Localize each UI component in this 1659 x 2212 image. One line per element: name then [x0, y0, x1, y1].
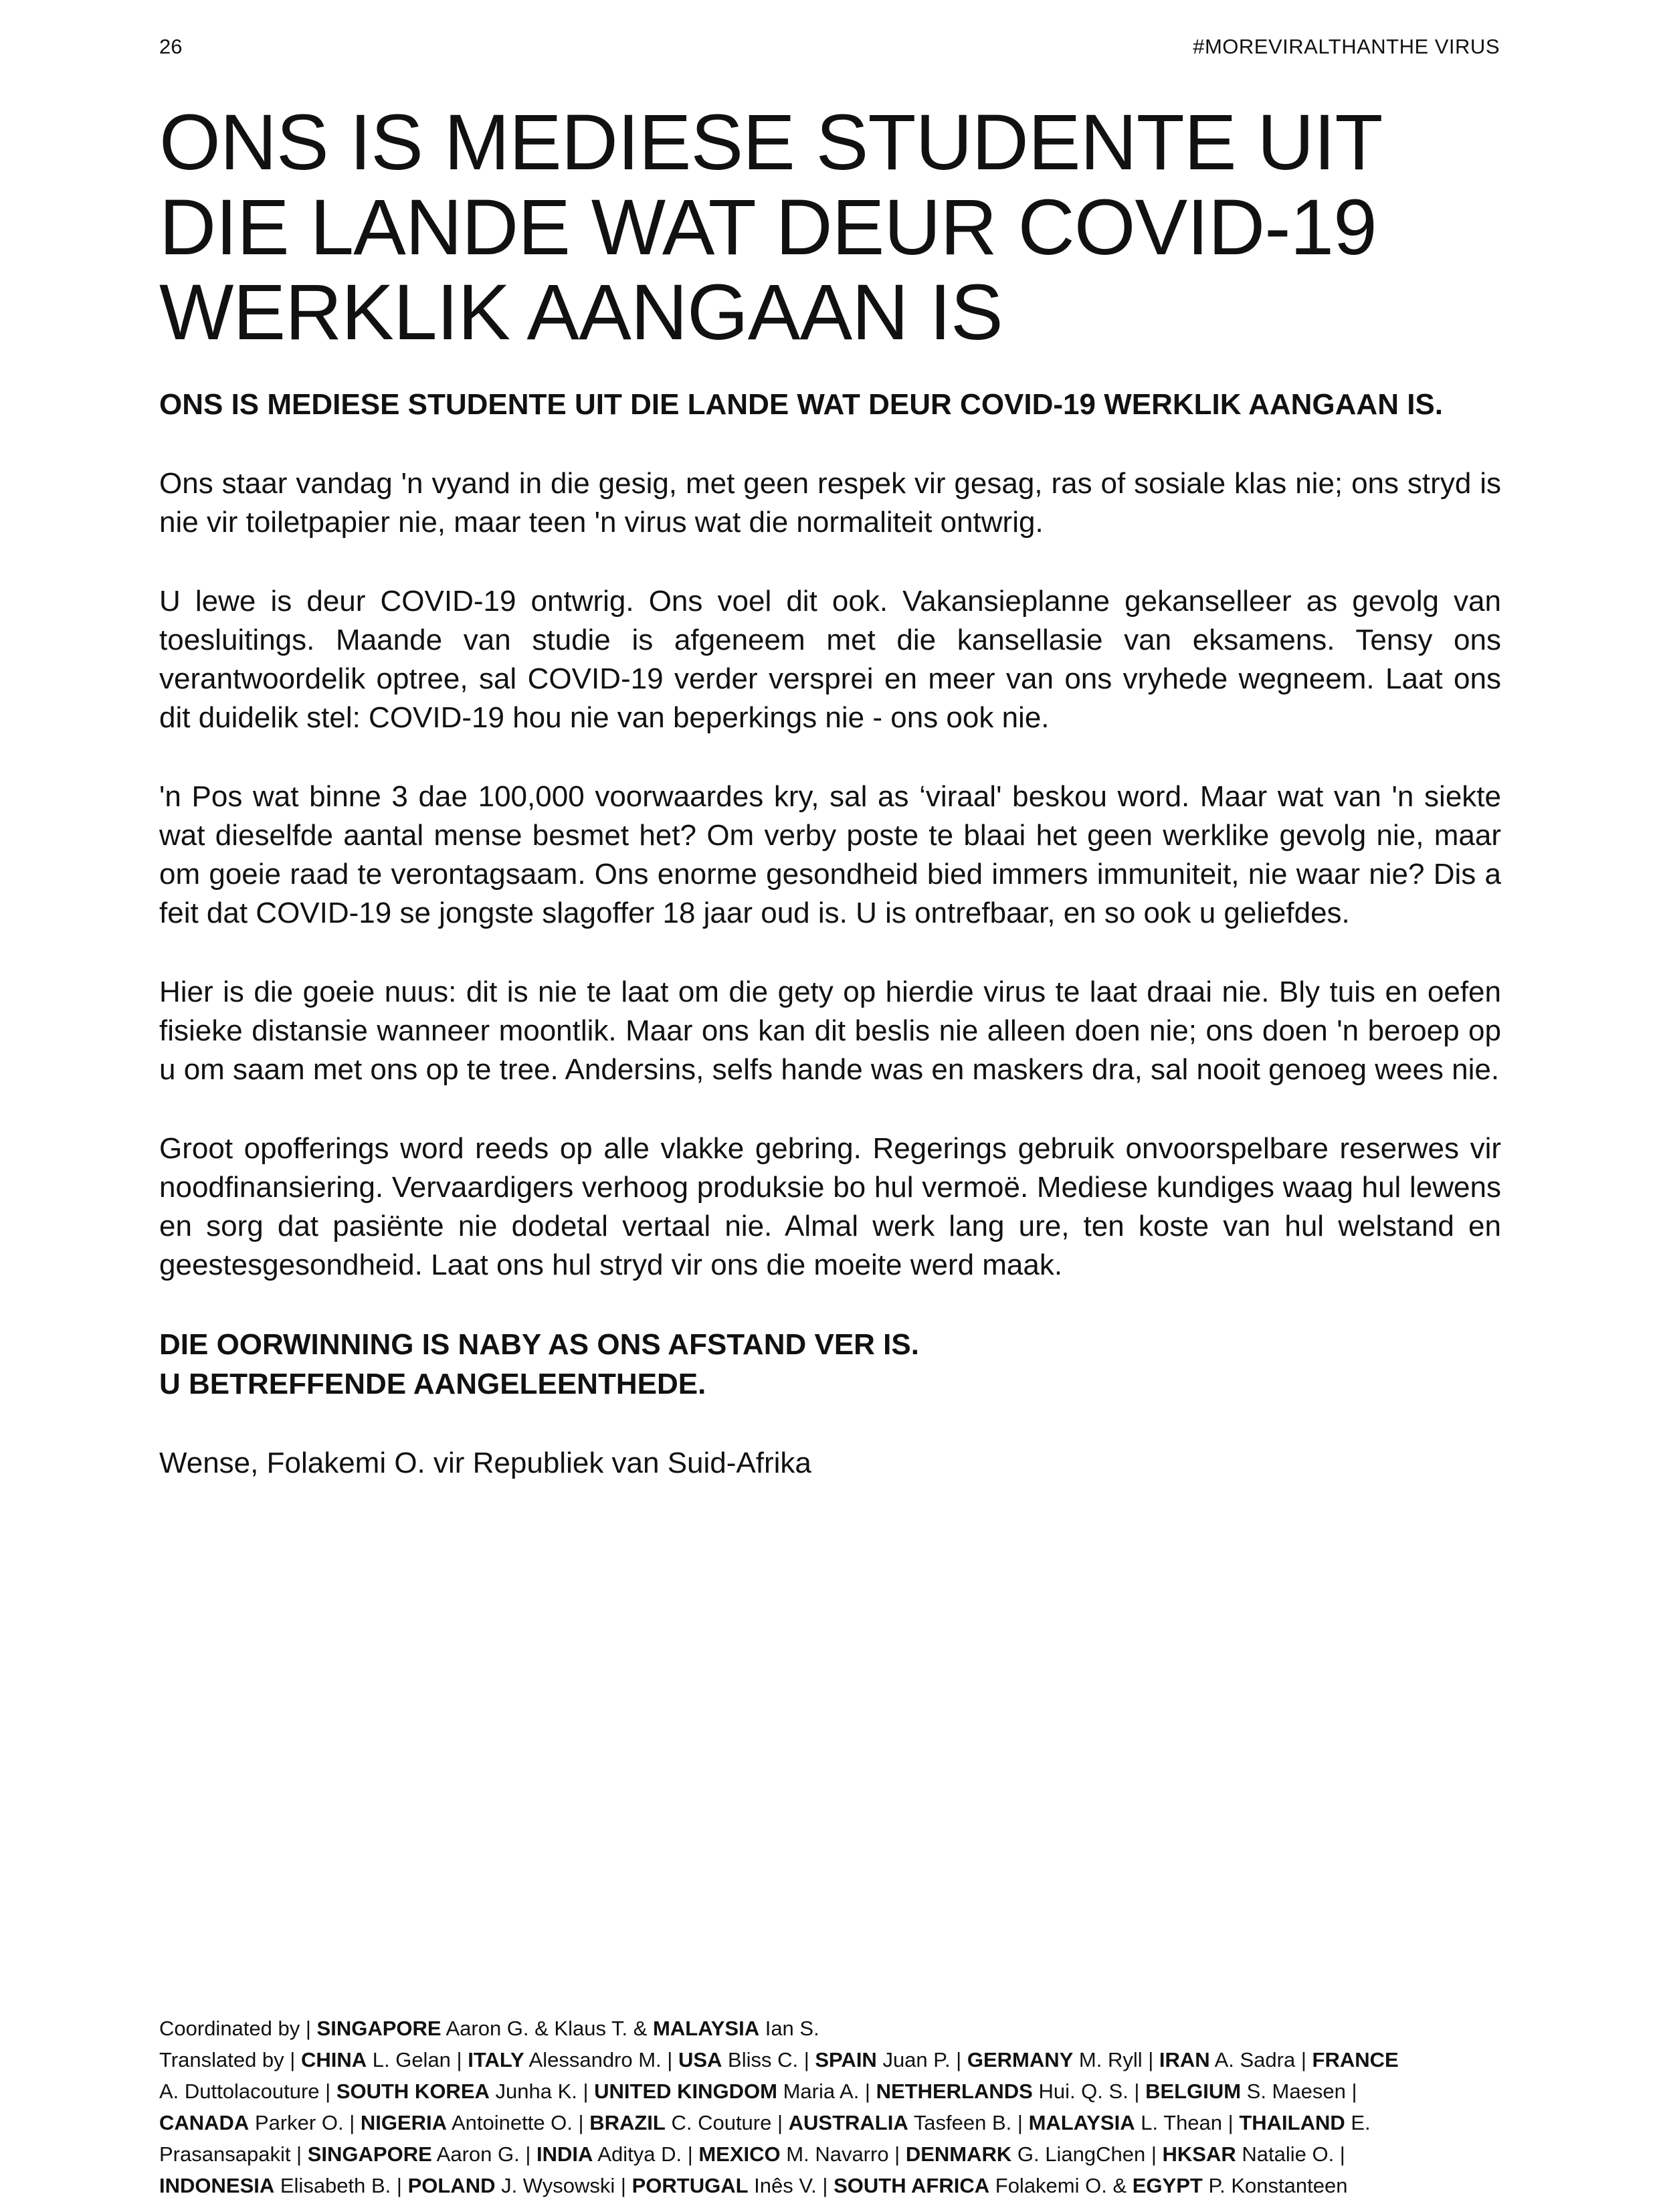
body-paragraph: Ons staar vandag 'n vyand in die gesig, met geen respek vir gesag, ras of sosiale klas nie; ons stryd is nie vir toiletpapier nie, maar teen 'n virus wat die normaliteit ontwrig. [159, 467, 1501, 539]
country-name: INDIA [536, 2142, 593, 2166]
translated-by-line: Translated by | CHINA L. Gelan | ITALY Alessandro M. | USA Bliss C. | SPAIN Juan P. | GERMANY M. Ryll | IRAN A. Sadra | FRANCE [159, 2048, 1399, 2071]
country-name: UNITED KINGDOM [594, 2080, 777, 2103]
country-name: EGYPT [1132, 2174, 1203, 2197]
closing-statement [159, 1325, 1501, 1404]
article [159, 100, 1501, 1483]
country-name: SOUTH AFRICA [834, 2174, 990, 2197]
country-name: MEXICO [698, 2142, 781, 2166]
country-name: THAILAND [1239, 2111, 1345, 2134]
closing-line: DIE OORWINNING IS NABY AS ONS AFSTAND VER IS. [159, 1328, 919, 1361]
title-line: ONS IS MEDIESE STUDENTE UIT [159, 98, 1383, 187]
body-paragraph: Groot opofferings word reeds op alle vlakke gebring. Regerings gebruik onvoorspelbare reserwes vir noodfinansiering. Vervaardigers verhoog produksie bo hul vermoë. Mediese kundiges waag hul lewens en sorg dat pasiënte nie dodetal vertaal nie. Almal werk lang ure, ten koste van hul welstand en geestesgesondheid. Laat ons hul stryd vir ons die moeite werd maak. [159, 1132, 1501, 1281]
country-name: AUSTRALIA [788, 2111, 908, 2134]
country-name: ITALY [468, 2048, 524, 2071]
country-name: NIGERIA [360, 2111, 448, 2134]
country-name: POLAND [407, 2174, 496, 2197]
country-name: SPAIN [815, 2048, 877, 2071]
body-paragraph: 'n Pos wat binne 3 dae 100,000 voorwaardes kry, sal as ‘viraal' beskou word. Maar wat van 'n siekte wat dieselfde aantal mense besmet het? Om verby poste te blaai het geen werklike gevolg nie, maar om goeie raad te verontagsaam. Ons enorme gesondheid bied immers immuniteit, nie waar nie? Dis a feit dat COVID-19 se jongste slagoffer 18 jaar oud is. U is ontrefbaar, en so ook u geliefdes. [159, 780, 1501, 929]
country-name: BRAZIL [589, 2111, 666, 2134]
country-name: CHINA [300, 2048, 367, 2071]
body-paragraph: Hier is die goeie nuus: dit is nie te laat om die gety op hierdie virus te laat draai nie. Bly tuis en oefen fisieke distansie wanneer moontlik. Maar ons kan dit beslis nie alleen doen nie; ons doen 'n beroep op u om saam met ons op te tree. Andersins, selfs hande was en maskers dra, sal nooit genoeg wees nie. [159, 976, 1501, 1086]
translated-by-line: Prasansapakit | SINGAPORE Aaron G. | INDIA Aditya D. | MEXICO M. Navarro | DENMARK G. LiangChen | HKSAR Natalie O. | [159, 2142, 1345, 2166]
article-subtitle: ONS IS MEDIESE STUDENTE UIT DIE LANDE WAT DEUR COVID-19 WERKLIK AANGAAN IS. [159, 388, 1444, 421]
translated-by-line: CANADA Parker O. | NIGERIA Antoinette O. | BRAZIL C. Couture | AUSTRALIA Tasfeen B. | MALAYSIA L. Thean | THAILAND E. [159, 2111, 1371, 2134]
country-name: CANADA [159, 2111, 250, 2134]
closing-line: U BETREFFENDE AANGELEENTHEDE. [159, 1368, 706, 1400]
country-name: MALAYSIA [1028, 2111, 1135, 2134]
country-name: SINGAPORE [316, 2017, 442, 2040]
country-name: SOUTH KOREA [336, 2080, 490, 2103]
header-hashtag: #MOREVIRALTHANTHE VIRUS [1193, 35, 1500, 58]
country-name: USA [678, 2048, 722, 2071]
title-line: WERKLIK AANGAAN IS [159, 268, 1003, 357]
country-name: NETHERLANDS [876, 2080, 1033, 2103]
country-name: DENMARK [905, 2142, 1012, 2166]
article-title [159, 100, 1501, 355]
country-name: SINGAPORE [307, 2142, 432, 2166]
country-name: INDONESIA [159, 2174, 275, 2197]
country-name: GERMANY [967, 2048, 1074, 2071]
coordinated-by-line: Coordinated by | SINGAPORE Aaron G. & Klaus T. & MALAYSIA Ian S. [159, 2017, 819, 2040]
credits-footer [159, 2013, 1501, 2201]
signature: Wense, Folakemi O. vir Republiek van Suid-Afrika [159, 1447, 811, 1479]
country-name: HKSAR [1162, 2142, 1236, 2166]
translated-by-line: A. Duttolacouture | SOUTH KOREA Junha K. | UNITED KINGDOM Maria A. | NETHERLANDS Hui. Q. S. | BELGIUM S. Maesen | [159, 2080, 1357, 2103]
country-name: MALAYSIA [653, 2017, 760, 2040]
translated-by-line: INDONESIA Elisabeth B. | POLAND J. Wysowski | PORTUGAL Inês V. | SOUTH AFRICA Folakemi O. & EGYPT P. Konstanteen [159, 2174, 1348, 2197]
country-name: PORTUGAL [631, 2174, 749, 2197]
country-name: BELGIUM [1145, 2080, 1242, 2103]
body-paragraph: U lewe is deur COVID-19 ontwrig. Ons voel dit ook. Vakansieplanne gekanselleer as gevolg van toesluitings. Maande van studie is afgeneem met die kansellasie van eksamens. Tensy ons verantwoordelik optree, sal COVID-19 verder versprei en meer van ons vryhede wegneem. Laat ons dit duidelik stel: COVID-19 hou nie van beperkings nie - ons ook nie. [159, 585, 1501, 734]
page-number: 26 [159, 35, 183, 58]
country-name: IRAN [1159, 2048, 1210, 2071]
country-name: FRANCE [1312, 2048, 1399, 2071]
title-line: DIE LANDE WAT DEUR COVID-19 [159, 183, 1377, 272]
